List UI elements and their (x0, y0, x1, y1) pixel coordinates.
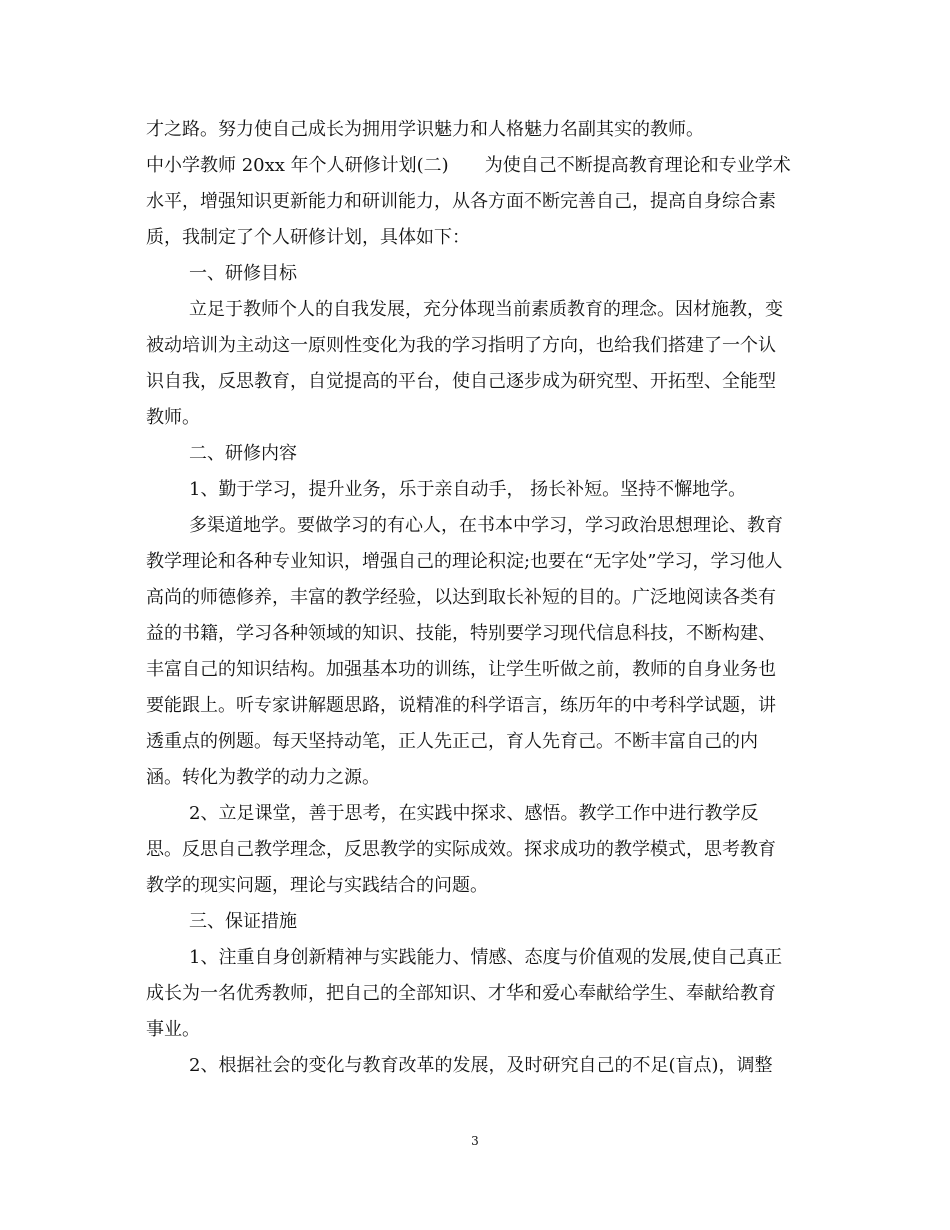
text-line: 教学理论和各种专业知识，增强自己的理论积淀;也要在“无字处”学习，学习他人 (146, 551, 783, 572)
text-line: 1、注重自身创新精神与实践能力、情感、态度与价值观的发展,使自己真正 (189, 947, 783, 968)
text-line: 立足于教师个人的自我发展，充分体现当前素质教育的理念。因材施教，变 (189, 299, 783, 320)
text-line: 透重点的例题。每天坚持动笔，正人先正己，育人先育己。不断丰富自己的内 (146, 731, 758, 752)
document-body (146, 112, 811, 1084)
text-line: 高尚的师德修养，丰富的教学经验，以达到取长补短的目的。广泛地阅读各类有 (146, 587, 776, 608)
section-heading: 三、保证措施 (189, 911, 297, 932)
text-line: 识自我，反思教育，自觉提高的平台，使自己逐步成为研究型、开拓型、全能型 (146, 371, 776, 392)
text-line: 被动培训为主动这一原则性变化为我的学习指明了方向，也给我们搭建了一个认 (146, 335, 776, 356)
section-heading: 二、研修内容 (189, 443, 297, 464)
text-line: 丰富自己的知识结构。加强基本功的训练，让学生听做之前，教师的自身业务也 (146, 659, 776, 680)
text-line: 涵。转化为教学的动力之源。 (146, 767, 380, 788)
text-line: 多渠道地学。要做学习的有心人，在书本中学习，学习政治思想理论、教育 (189, 515, 783, 536)
text-line: 教师。 (146, 407, 200, 428)
text-line: 益的书籍，学习各种领域的知识、技能，特别要学习现代信息科技，不断构建、 (146, 623, 776, 644)
section-heading: 一、研修目标 (189, 263, 297, 284)
text-line: 2、根据社会的变化与教育改革的发展，及时研究自己的不足(盲点)，调整 (189, 1055, 773, 1076)
text-line: 1、勤于学习，提升业务，乐于亲自动手， 扬长补短。坚持不懈地学。 (189, 479, 747, 500)
text-line: 水平，增强知识更新能力和研训能力，从各方面不断完善自己，提高自身综合素 (146, 191, 776, 212)
text-line: 教学的现实问题，理论与实践结合的问题。 (146, 875, 488, 896)
text-line: 事业。 (146, 1019, 200, 1040)
text-line: 要能跟上。听专家讲解题思路，说精准的科学语言，练历年的中考科学试题，讲 (146, 695, 776, 716)
text-line: 中小学教师 20xx 年个人研修计划(二) 为使自己不断提高教育理论和专业学术 (146, 155, 791, 176)
text-line: 思。反思自己教学理念，反思教学的实际成效。探求成功的教学模式，思考教育 (146, 839, 776, 860)
text-line: 才之路。努力使自己成长为拥用学识魅力和人格魅力名副其实的教师。 (146, 119, 704, 140)
text-line: 2、立足课堂，善于思考，在实践中探求、感悟。教学工作中进行教学反 (189, 803, 759, 824)
page-number: 3 (471, 1134, 479, 1148)
text-line: 成长为一名优秀教师，把自己的全部知识、才华和爱心奉献给学生、奉献给教育 (146, 983, 776, 1004)
text-line: 质，我制定了个人研修计划，具体如下： (146, 227, 470, 248)
